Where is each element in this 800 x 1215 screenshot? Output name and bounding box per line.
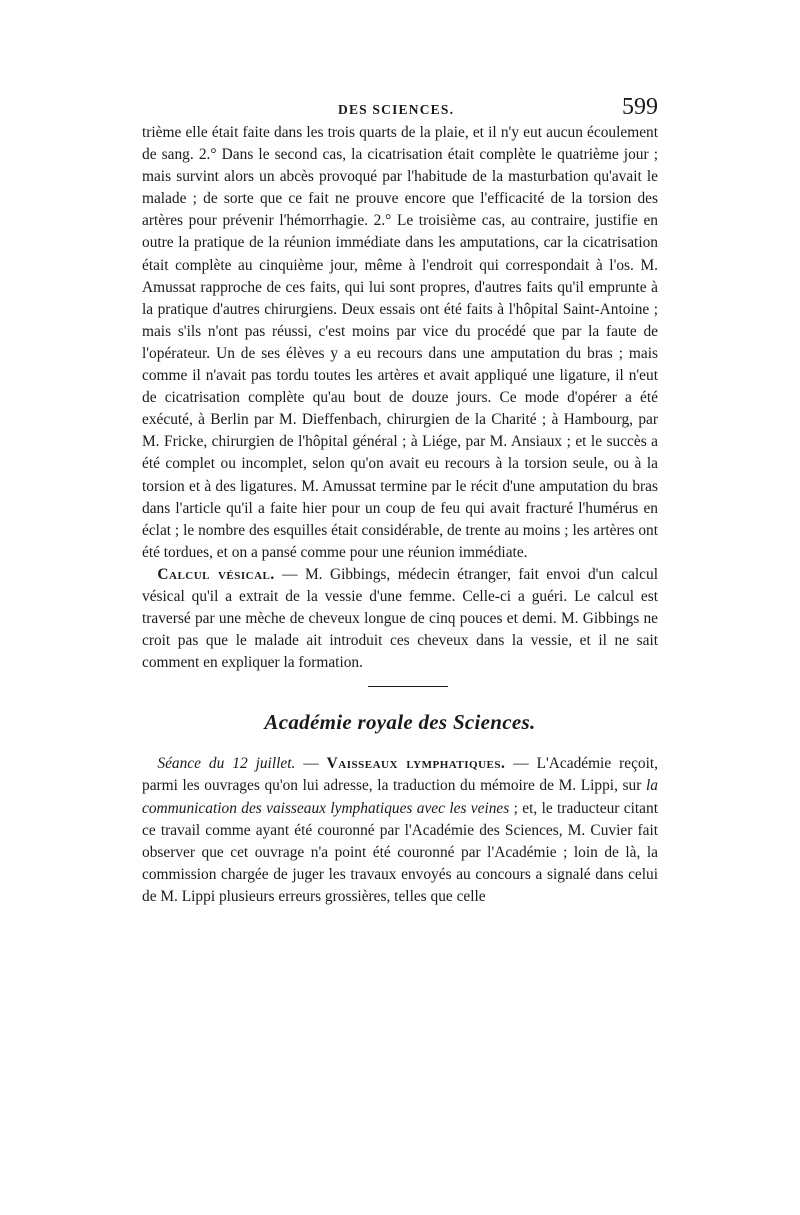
divider-rule: [368, 686, 448, 687]
seance-text-1: — L'Académie reçoit, parmi les ouvrages qu'on lui adresse, la traduction du mémoire de M. Lippi, sur: [142, 755, 658, 795]
memoire-title: la communication des vaisseaux lymphatiques avec les veines: [142, 777, 658, 817]
section-title: Académie royale des Sciences.: [264, 710, 536, 735]
paragraph-seance: [142, 753, 658, 908]
paragraph-amussat-continued: trième elle était faite dans les trois quarts de la plaie, et il n'y eut aucun écoulement de sang. 2.° Dans le second cas, la cicatrisation était complète le quatrième jour ; mais survint alors un abcès provoqué par l'habitude de la masturbation qu'avait le malade ; de sorte que ce fait ne prouve encore que l'efficacité de la torsion des artères pour prévenir l'hémorrhagie. 2.° Le troisième cas, au contraire, justifie en outre la pratique de la réunion immédiate dans les amputations, car la cicatrisation était complète au cinquième jour, même à l'endroit qui correspondait à l'os. M. Amussat rapproche de ces faits, qui lui sont propres, d'autres faits qu'il emprunte à la pratique d'autres chirurgiens. Deux essais ont été faits à l'hôpital Saint-Antoine ; mais s'ils n'ont pas réussi, c'est moins par vice du procédé que par la faute de l'opérateur. Un de ses élèves y a eu recours dans une amputation du bras ; mais comme il n'avait pas tordu toutes les artères et avait appliqué une ligature, il n'eut de cicatrisation complète qu'au bout de douze jours. Ce mode d'opérer a été exécuté, à Berlin par M. Dieffenbach, chirurgien de la Charité ; à Hambourg, par M. Fricke, chirurgien de l'hôpital général ; à Liége, par M. Ansiaux ; et le succès a été complet ou incomplet, selon qu'on avait eu recours à la torsion seule, ou à la torsion et à des ligatures. M. Amussat termine par le récit d'une amputation du bras dans l'article qu'il a faite hier pour un coup de feu qui avait fracturé l'humérus en éclat ; le nombre des esquilles était considérable, de trente au moins ; les artères ont été tordues, et on a pansé comme pour une réunion immédiate.: [142, 124, 658, 561]
section-divider: [142, 674, 658, 696]
paragraph-calcul-vesical: [142, 564, 658, 674]
topic-heading: Vaisseaux lymphatiques.: [326, 755, 506, 773]
page-number: 599: [622, 94, 658, 120]
seance-text-2: ; et, le traducteur citant ce travail comme ayant été couronné par l'Académie des Sciences, M. Cuvier fait observer que cet ouvrage n'a point été couronné par l'Académie ; loin de là, la commission chargée de juger les travaux envoyés au concours a signalé dans celui de M. Lippi plusieurs erreurs grossières, telles que celle: [142, 799, 658, 905]
seance-dash: —: [295, 755, 327, 773]
running-title: DES SCIENCES.: [338, 102, 455, 117]
calcul-heading: Calcul vésical.: [157, 565, 275, 583]
book-page: [142, 92, 658, 908]
calcul-text: — M. Gibbings, médecin étranger, fait envoi d'un calcul vésical qu'il a extrait de la vessie d'une femme. Celle-ci a guéri. Le calcul est traversé par une mèche de cheveux longue de cinq pouces et demi. M. Gibbings ne croit pas que le malade ait introduit ces cheveux dans la vessie, et il ne sait comment en expliquer la formation.: [142, 565, 658, 672]
running-head: [142, 92, 658, 122]
seance-date: Séance du 12 juillet.: [157, 755, 296, 773]
